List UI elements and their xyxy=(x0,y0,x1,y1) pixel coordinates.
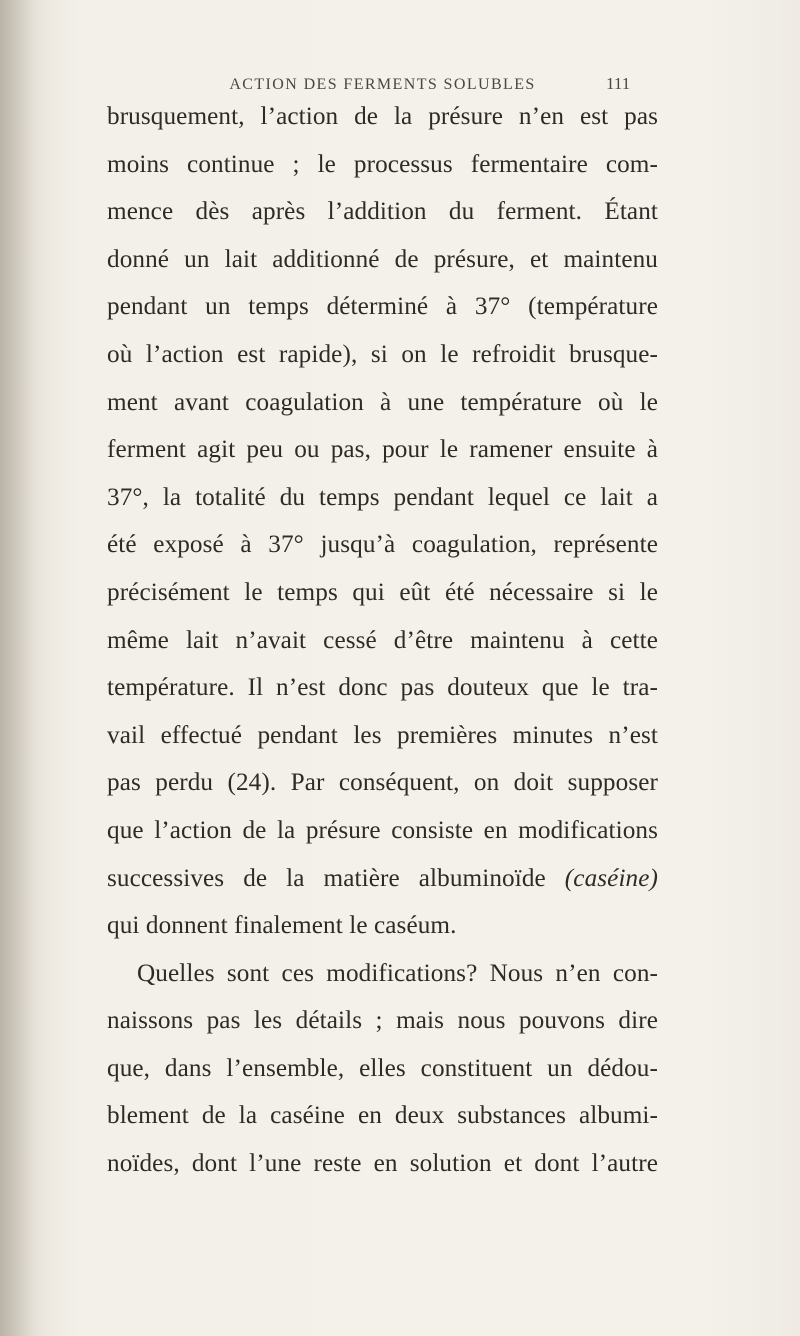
text-line: précisément le temps qui eût été nécessaire si le xyxy=(107,578,658,606)
page-number: 111 xyxy=(606,74,631,93)
text-line: même lait n’avait cessé d’être maintenu à cette xyxy=(107,626,658,654)
text-line: mence dès après l’addition du ferment. Étant xyxy=(107,198,658,226)
text-line: que, dans l’ensemble, elles constituent un dédou- xyxy=(107,1054,658,1082)
text-line: blement de la caséine en deux substances albumi- xyxy=(107,1102,658,1130)
text-line: vail effectué pendant les premières minutes n’est xyxy=(107,721,658,749)
text-line: où l’action est rapide), si on le refroidit brusque- xyxy=(107,340,658,368)
text-line: ferment agit peu ou pas, pour le ramener ensuite à xyxy=(107,436,658,464)
text-line: que l’action de la présure consiste en modifications xyxy=(107,816,658,844)
text-line: brusquement, l’action de la présure n’en est pas xyxy=(107,103,658,130)
text-line: moins continue ; le processus fermentaire com- xyxy=(107,150,658,178)
text-line: pendant un temps déterminé à 37° (température xyxy=(107,293,658,321)
paragraph-start-line: Quelles sont ces modifications? Nous n’en con- xyxy=(137,959,658,987)
body-text xyxy=(107,93,658,1188)
text-line: ment avant coagulation à une température où le xyxy=(107,388,658,416)
paragraph-end-line: qui donnent finalement le caséum. xyxy=(107,912,457,940)
text-line: donné un lait additionné de présure, et maintenu xyxy=(107,245,658,273)
text-segment: successives de la matière albuminoïde xyxy=(107,864,565,892)
italic-term: (caséine) xyxy=(564,864,658,892)
text-line: 37°, la totalité du temps pendant lequel ce lait a xyxy=(107,483,658,511)
text-line: température. Il n’est donc pas douteux que le tra- xyxy=(107,674,658,702)
text-line: été exposé à 37° jusqu’à coagulation, représente xyxy=(107,531,658,559)
text-line xyxy=(107,855,658,903)
text-line: pas perdu (24). Par conséquent, on doit supposer xyxy=(107,769,658,797)
text-line: noïdes, dont l’une reste en solution et dont l’autre xyxy=(107,1150,658,1178)
running-title: ACTION DES FERMENTS SOLUBLES xyxy=(229,76,536,93)
text-line: naissons pas les détails ; mais nous pouvons dire xyxy=(107,1007,658,1035)
spine-shadow xyxy=(0,0,46,1336)
